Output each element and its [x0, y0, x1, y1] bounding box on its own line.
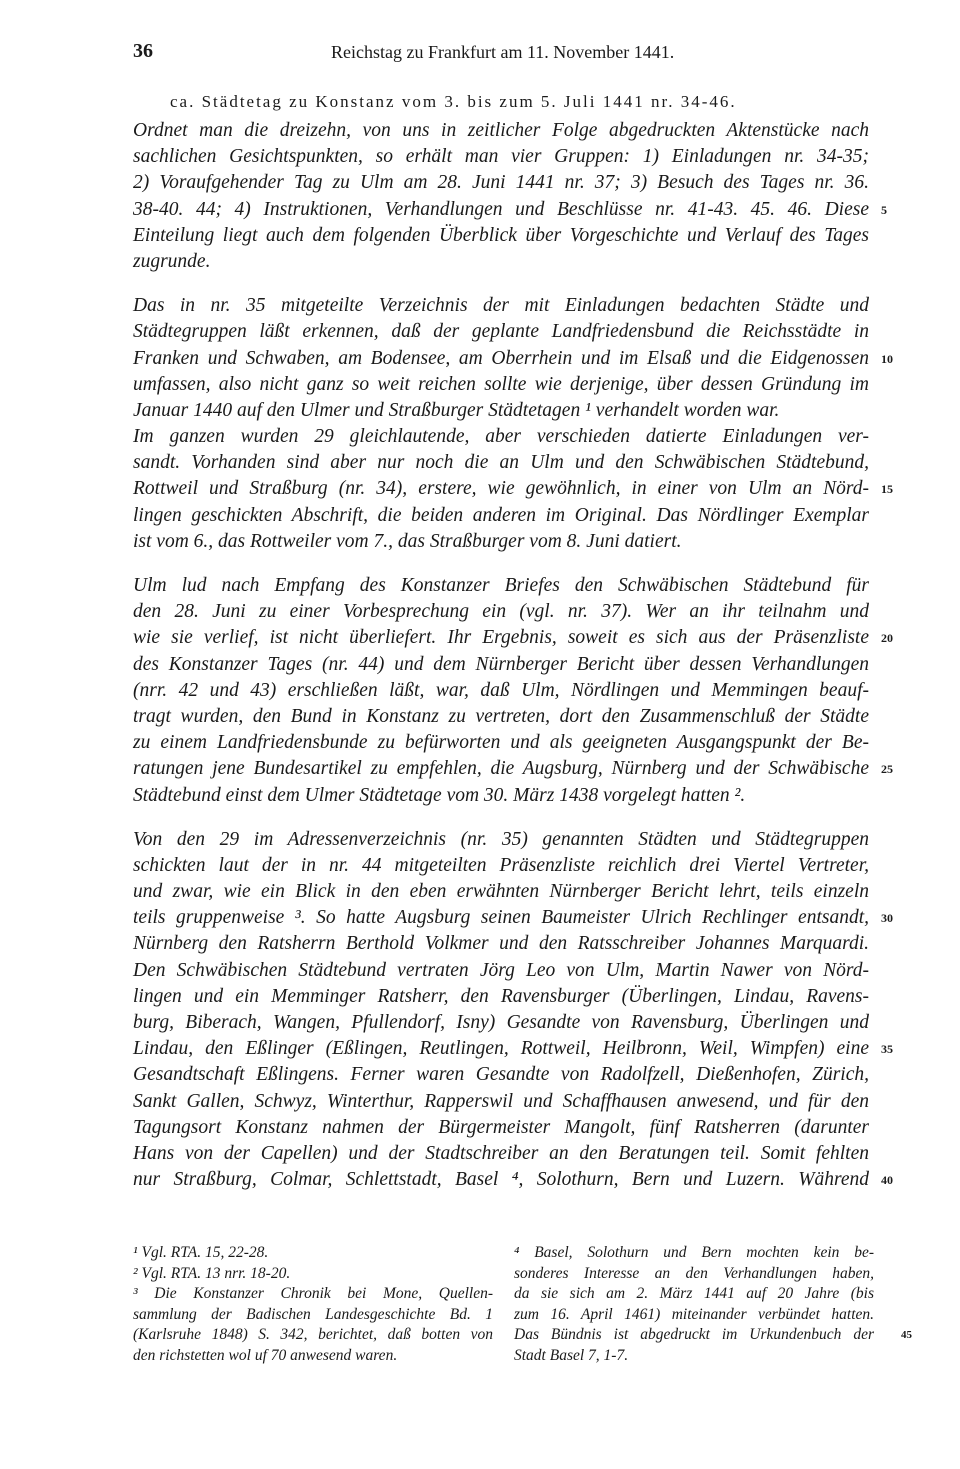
text-line-content: tragt wurden, den Bund in Konstanz zu vertreten, dort den Zusammenschluß der Städte — [133, 705, 869, 727]
text-line-content: 38-40. 44; 4) Instruktionen, Verhandlungen und Beschlüsse nr. 41-43. 45. 46. Diese — [133, 198, 869, 220]
text-line-content: wie sie verlief, ist nicht überliefert. Ihr Ergebnis, soweit es sich aus der Präsenzliste — [133, 627, 869, 649]
text-line-content: lingen geschickten Abschrift, die beiden anderen im Original. Das Nördlinger Exemplar — [133, 504, 869, 526]
footnote-text: sammlung der Badischen Landesgeschichte Bd. 1 — [133, 1305, 493, 1323]
line-number: 15 — [881, 482, 893, 497]
text-line-content: Ordnet man die dreizehn, von uns in zeitlicher Folge abgedruckten Aktenstücke nach — [133, 120, 869, 141]
line-number: 45 — [901, 1329, 912, 1342]
line-number: 40 — [881, 1173, 893, 1188]
paragraph-gap — [133, 555, 869, 573]
text-line — [133, 599, 869, 625]
text-line-content: teils gruppenweise ³. So hatte Augsburg seinen Baumeister Ulrich Rechlinger entsandt, — [133, 907, 869, 929]
line-number: 10 — [881, 351, 893, 366]
section-heading: ca. Städtetag zu Konstanz vom 3. bis zum 5. Juli 1441 nr. 34-46. — [170, 92, 737, 111]
footnotes-right-column — [514, 1243, 912, 1367]
text-line-content: Ulm lud nach Empfang des Konstanzer Briefes den Schwäbischen Städtebund für — [133, 575, 869, 596]
footnote-line — [514, 1243, 874, 1264]
paragraph-gap — [133, 275, 869, 293]
footnote-text: den richstetten wol uf 70 anwesend waren. — [133, 1346, 398, 1364]
footnote-line — [514, 1325, 912, 1346]
text-line-content: lingen und ein Memminger Ratsherr, den Ravensburger (Überlingen, Lindau, Ravens- — [133, 985, 869, 1007]
text-line — [133, 1010, 869, 1036]
text-line-content: sachlichen Gesichtspunkten, so erhält man vier Gruppen: 1) Einladungen nr. 34-35; — [133, 146, 869, 168]
text-line — [133, 223, 869, 249]
line-number: 20 — [881, 631, 893, 646]
text-line — [133, 984, 869, 1010]
text-line-content: 2) Voraufgehender Tag zu Ulm am 28. Juni 1441 nr. 37; 3) Besuch des Tages nr. 36. — [133, 172, 869, 194]
text-line — [133, 853, 869, 879]
text-line — [133, 905, 893, 931]
text-line — [133, 958, 869, 984]
text-line — [133, 476, 893, 502]
text-line — [133, 170, 869, 196]
footnote-text: ³ Die Konstanzer Chronik bei Mone, Quellen- — [133, 1285, 493, 1303]
text-line-content: Lindau, den Eßlinger (Eßlingen, Reutlingen, Rottweil, Heilbronn, Weil, Wimpfen) eine — [133, 1038, 869, 1060]
text-line — [133, 678, 869, 704]
text-line — [133, 293, 869, 319]
text-line-content: Das in nr. 35 mitgeteilte Verzeichnis der mit Einladungen bedachten Städte und — [133, 295, 869, 317]
text-line — [133, 931, 869, 957]
footnote-text: Stadt Basel 7, 1-7. — [514, 1346, 629, 1364]
text-line-content: nur Straßburg, Colmar, Schlettstadt, Basel ⁴, Solothurn, Bern und Luzern. Während — [133, 1169, 869, 1191]
footnote-text: ² Vgl. RTA. 13 nrr. 18-20. — [133, 1264, 291, 1282]
footnote-line — [133, 1264, 493, 1285]
text-line — [133, 652, 869, 678]
text-line — [133, 783, 869, 809]
footnote-line — [514, 1305, 874, 1326]
text-line-content: Rottweil und Straßburg (nr. 34), erstere, wie gewöhnlich, in einer von Ulm an Nörd- — [133, 478, 869, 500]
text-line — [133, 704, 869, 730]
text-line-content: (nrr. 42 und 43) erschließen läßt, war, daß Ulm, Nördlingen und Memmingen beauf- — [133, 679, 869, 701]
text-line-content: ratungen jene Bundesartikel zu empfehlen, die Augsburg, Nürnberg und der Schwäbische — [133, 758, 869, 780]
text-line-content: Gesandtschaft Eßlingens. Ferner waren Gesandte von Radolfzell, Dießenhofen, Zürich, — [133, 1064, 869, 1086]
text-line — [133, 319, 869, 345]
text-line — [133, 1141, 869, 1167]
text-line — [133, 398, 869, 424]
text-line-content: sandt. Vorhanden sind aber nur noch die an Ulm und den Schwäbischen Städtebund, — [133, 452, 869, 474]
text-line — [133, 144, 869, 170]
text-line-content: ist vom 6., das Rottweiler vom 7., das Straßburger vom 8. Juni datiert. — [133, 530, 682, 552]
text-line-content: schickten laut der in nr. 44 mitgeteilten Präsenzliste reichlich drei Viertel Vertreter, — [133, 854, 869, 876]
paragraph-gap — [133, 809, 869, 827]
line-number: 35 — [881, 1042, 893, 1057]
text-line — [133, 573, 869, 599]
text-line — [133, 346, 893, 372]
text-line-content: Einteilung liegt auch dem folgenden Überblick über Vorgeschichte und Verlauf des Tages — [133, 224, 869, 246]
text-line — [133, 529, 869, 555]
page-number: 36 — [133, 40, 153, 62]
text-line — [133, 118, 869, 144]
text-line-content: des Konstanzer Tages (nr. 44) und dem Nürnberger Bericht über dessen Verhandlungen — [133, 653, 869, 675]
text-line — [133, 625, 893, 651]
text-line — [133, 1062, 869, 1088]
text-line — [133, 1036, 893, 1062]
text-line-content: Nürnberg den Ratsherrn Berthold Volkmer und den Ratsschreiber Johannes Marquardi. — [133, 933, 869, 955]
text-line-content: Sankt Gallen, Schwyz, Winterthur, Rapperswil und Schaffhausen anwesend, und für den — [133, 1090, 869, 1112]
footnote-line — [514, 1346, 874, 1367]
footnote-text: (Karlsruhe 1848) S. 342, berichtet, daß botten von — [133, 1326, 493, 1344]
running-head: Reichstag zu Frankfurt am 11. November 1441. — [331, 42, 675, 62]
page-header — [133, 40, 873, 70]
text-line — [133, 372, 869, 398]
line-number: 5 — [881, 202, 887, 217]
line-number: 30 — [881, 911, 893, 926]
footnote-text: ¹ Vgl. RTA. 15, 22-28. — [133, 1244, 269, 1261]
text-line-content: Städtegruppen läßt erkennen, daß der geplante Landfriedensbund die Reichsstädte in — [133, 321, 869, 343]
text-line — [133, 424, 869, 450]
text-line — [133, 756, 893, 782]
footnote-text: ⁴ Basel, Solothurn und Bern mochten kein be- — [514, 1244, 874, 1261]
text-line-content: Städtebund einst dem Ulmer Städtetage vom 30. März 1438 vorgelegt hatten ². — [133, 784, 746, 806]
text-line — [133, 503, 869, 529]
footnote-text: Das Bündnis ist abgedruckt im Urkundenbuch der — [514, 1326, 874, 1344]
text-line-content: burg, Biberach, Wangen, Pfullendorf, Isny) Gesandte von Ravensburg, Überlingen und — [133, 1012, 869, 1033]
footnote-line — [133, 1325, 493, 1346]
text-line — [133, 879, 869, 905]
text-line-content: zugrunde. — [133, 250, 211, 272]
text-line — [133, 730, 869, 756]
text-line-content: Januar 1440 auf den Ulmer und Straßburger Städtetagen ¹ verhandelt worden war. — [133, 399, 780, 421]
footnote-text: zum 16. April 1461) miteinander verbündet hatten. — [514, 1305, 874, 1323]
footnotes-left-column — [133, 1243, 493, 1367]
text-line-content: Hans von der Capellen) und der Stadtschreiber an den Beratungen teil. Somit fehlten — [133, 1142, 869, 1164]
text-line-content: Von den 29 im Adressenverzeichnis (nr. 35) genannten Städten und Städtegruppen — [133, 828, 869, 850]
text-line-content: Im ganzen wurden 29 gleichlautende, aber verschieden datierte Einladungen ver- — [133, 426, 869, 448]
text-line — [133, 1167, 893, 1193]
text-line — [133, 450, 869, 476]
footnote-text: sonderes Interesse an den Verhandlungen haben, — [514, 1264, 874, 1282]
footnote-line — [133, 1346, 493, 1367]
body-text — [133, 118, 893, 1193]
text-line-content: umfassen, also nicht ganz so weit reichen sollte wie derjenige, über dessen Gründung im — [133, 373, 869, 395]
footnote-text: da sie sich am 2. März 1441 auf 20 Jahre (bis — [514, 1285, 874, 1303]
text-line-content: Tagungsort Konstanz nahmen der Bürgermeister Mangolt, fünf Ratsherren (darunter — [133, 1116, 869, 1138]
line-number: 25 — [881, 762, 893, 777]
text-line-content: den 28. Juni zu einer Vorbesprechung ein (vgl. nr. 37). Wer an ihr teilnahm und — [133, 601, 869, 623]
text-line-content: Den Schwäbischen Städtebund vertraten Jörg Leo von Ulm, Martin Nawer von Nörd- — [133, 959, 869, 981]
text-line-content: und zwar, wie ein Blick in den eben erwähnten Nürnberger Bericht lehrt, teils einzeln — [133, 881, 869, 903]
text-line — [133, 827, 869, 853]
text-line-content: zu einem Landfriedensbunde zu befürworten und als geeigneten Ausgangspunkt der Be- — [133, 732, 869, 754]
text-line — [133, 1115, 869, 1141]
text-line — [133, 1089, 869, 1115]
footnote-line — [514, 1284, 874, 1305]
footnote-line — [514, 1264, 874, 1285]
text-line — [133, 197, 887, 223]
footnote-line — [133, 1305, 493, 1326]
text-line — [133, 249, 869, 275]
text-line-content: Franken und Schwaben, am Bodensee, am Oberrhein und im Elsaß und die Eidgenossen — [133, 347, 869, 369]
footnote-line — [133, 1284, 493, 1305]
footnote-line — [133, 1243, 493, 1264]
